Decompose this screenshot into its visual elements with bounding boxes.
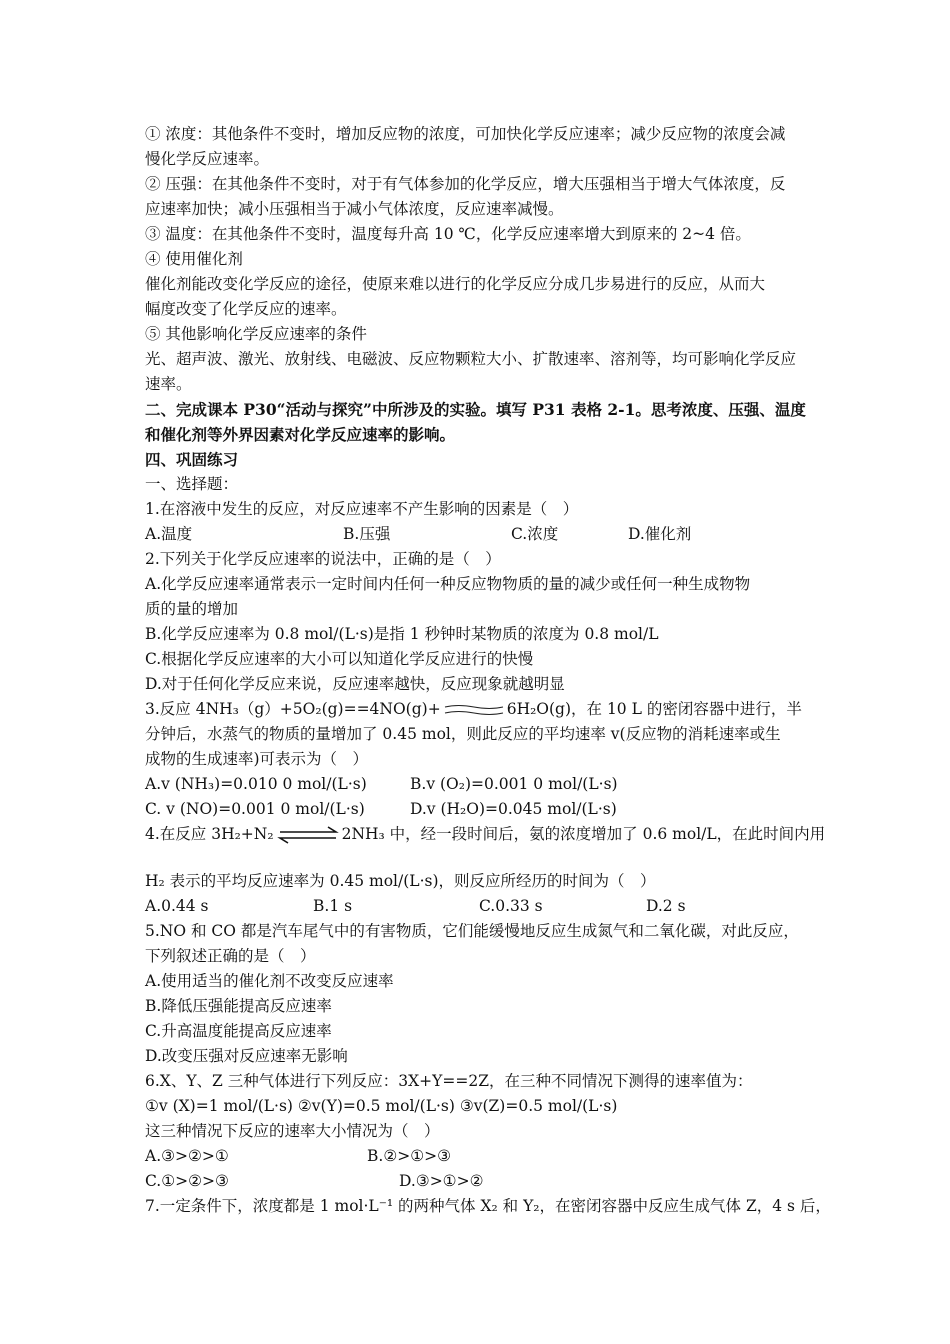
question-2-option-b: B.化学反应速率为 0.8 mol/(L·s)是指 1 秒钟时某物质的浓度为 0.8 mol/L (145, 625, 659, 643)
section-heading: 四、巩固练习 (145, 450, 239, 469)
question-2-option-a: A.化学反应速率通常表示一定时间内任何一种反应物物质的量的减少或任何一种生成物物 (145, 575, 751, 593)
option-b: B.②>①>③ (367, 1147, 451, 1165)
text-line: 光、超声波、激光、放射线、电磁波、反应物颗粒大小、扩散速率、溶剂等，均可影响化学反应 (145, 350, 797, 368)
question-4-text-start: 4.在反应 3H₂+N₂ (145, 825, 274, 843)
option-b: B.1 s (313, 897, 353, 915)
question-3-text-end: 6H₂O(g)，在 10 L 的密闭容器中进行，半 (506, 700, 802, 718)
question-5-option-b: B.降低压强能提高反应速率 (145, 997, 332, 1015)
text-line: 速率。 (145, 375, 192, 393)
question-5-option-c: C.升高温度能提高反应速率 (145, 1022, 332, 1040)
question-2-option-a-cont: 质的量的增加 (145, 600, 239, 618)
option-a: A.v (NH₃)=0.010 0 mol/(L·s) (145, 775, 367, 793)
option-c: C.0.33 s (479, 897, 543, 915)
option-c: C.①>②>③ (145, 1172, 229, 1190)
section-heading: 二、完成课本 P30“活动与探究”中所涉及的实验。填写 P31 表格 2-1。思考浓度、压强、温度 (145, 400, 806, 419)
text-line: 催化剂能改变化学反应的途径，使原来难以进行的化学反应分成几步易进行的反应，从而大 (145, 275, 766, 293)
text-line: ③ 温度：在其他条件不变时，温度每升高 10 ℃，化学反应速率增大到原来的 2~4 倍。 (145, 225, 751, 243)
question-6-options-row-1 (145, 1144, 810, 1169)
question-6-options-row-2 (145, 1169, 810, 1194)
question-3 (145, 697, 810, 722)
question-5-option-d: D.改变压强对反应速率无影响 (145, 1047, 348, 1065)
question-4 (145, 822, 826, 847)
question-3-options-row-1 (145, 772, 810, 797)
question-5-line-2: 下列叙述正确的是（ ） (145, 947, 316, 965)
question-3-text-start: 3.反应 4NH₃（g）+5O₂(g)==4NO(g)+ (145, 700, 441, 718)
option-d: D.催化剂 (628, 525, 692, 543)
question-2: 2.下列关于化学反应速率的说法中，正确的是（ ） (145, 550, 501, 568)
reversible-arrow-icon (443, 703, 505, 717)
question-7: 7.一定条件下，浓度都是 1 mol·L⁻¹ 的两种气体 X₂ 和 Y₂，在密闭容器中反应生成气体 Z，4 s 后， (145, 1197, 831, 1215)
question-5-option-a: A.使用适当的催化剂不改变反应速率 (145, 972, 394, 990)
option-d: D.v (H₂O)=0.045 mol/(L·s) (410, 800, 617, 818)
question-3-options-row-2 (145, 797, 810, 822)
option-b: B.压强 (343, 525, 391, 543)
question-2-option-d: D.对于任何化学反应来说，反应速率越快，反应现象就越明显 (145, 675, 565, 693)
text-line: 幅度改变了化学反应的速率。 (145, 300, 347, 318)
text-line: ① 浓度：其他条件不变时，增加反应物的浓度，可加快化学反应速率；减少反应物的浓度会减 (145, 125, 786, 143)
option-a: A.③>②>① (145, 1147, 229, 1165)
question-3-line-3: 成物的生成速率)可表示为（ ） (145, 750, 369, 768)
question-4-text-end: 2NH₃ 中，经一段时间后，氨的浓度增加了 0.6 mol/L，在此时间内用 (341, 825, 826, 843)
text-line: ⑤ 其他影响化学反应速率的条件 (145, 325, 367, 343)
option-d: D.③>①>② (399, 1172, 484, 1190)
question-4-options (145, 894, 810, 919)
question-1-options (145, 522, 810, 547)
option-d: D.2 s (646, 897, 686, 915)
option-a: A.温度 (145, 525, 193, 543)
question-6-line-3: 这三种情况下反应的速率大小情况为（ ） (145, 1122, 440, 1140)
option-a: A.0.44 s (145, 897, 209, 915)
question-6: 6.X、Y、Z 三种气体进行下列反应：3X+Y==2Z，在三种不同情况下测得的速率值为： (145, 1072, 753, 1090)
option-c: C. v (NO)=0.001 0 mol/(L·s) (145, 800, 365, 818)
text-line: 慢化学反应速率。 (145, 150, 270, 168)
option-b: B.v (O₂)=0.001 0 mol/(L·s) (410, 775, 618, 793)
question-6-line-2: ①v (X)=1 mol/(L·s) ②v(Y)=0.5 mol/(L·s) ③v(Z)=0.5 mol/(L·s) (145, 1097, 618, 1115)
question-2-option-c: C.根据化学反应速率的大小可以知道化学反应进行的快慢 (145, 650, 534, 668)
document-page (145, 122, 831, 1219)
question-5: 5.NO 和 CO 都是汽车尾气中的有害物质，它们能缓慢地反应生成氮气和二氧化碳，对此反应， (145, 922, 799, 940)
option-c: C.浓度 (511, 525, 559, 543)
question-4-line-2: H₂ 表示的平均反应速率为 0.45 mol/(L·s)，则反应所经历的时间为（ ） (145, 872, 656, 890)
text-line: ② 压强：在其他条件不变时，对于有气体参加的化学反应，增大压强相当于增大气体浓度，反 (145, 175, 786, 193)
text-line: ④ 使用催化剂 (145, 250, 243, 268)
section-heading: 和催化剂等外界因素对化学反应速率的影响。 (145, 425, 456, 444)
question-1: 1.在溶液中发生的反应，对反应速率不产生影响的因素是（ ） (145, 500, 579, 518)
text-line: 应速率加快；减小压强相当于减小气体浓度，反应速率减慢。 (145, 200, 564, 218)
equilibrium-arrow-icon (276, 826, 340, 844)
question-3-line-2: 分钟后，水蒸气的物质的量增加了 0.45 mol，则此反应的平均速率 v(反应物的消耗速率或生 (145, 725, 781, 743)
subsection-heading: 一、选择题： (145, 475, 239, 493)
